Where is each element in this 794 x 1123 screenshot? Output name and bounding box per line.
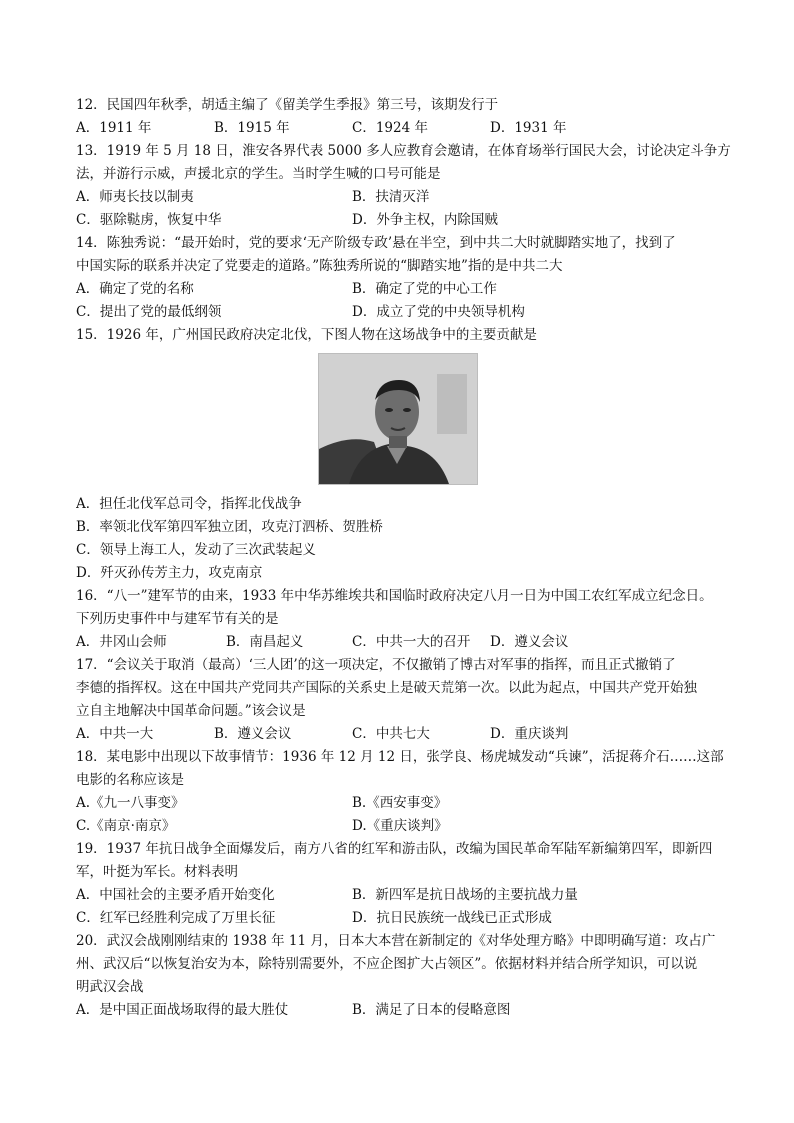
options-row	[76, 186, 736, 209]
question-stem-line: 法，并游行示威，声援北京的学生。当时学生喊的口号可能是	[76, 166, 441, 182]
answer-option: C．中共一大的召开	[352, 634, 471, 650]
options-row	[76, 884, 736, 907]
answer-option: A．中共一大	[76, 726, 154, 742]
question-stem-line: 李德的指挥权。这在中国共产党同共产国际的关系史上是破天荒第一次。以此为起点，中国共产党开始独	[76, 680, 697, 696]
answer-option: C．领导上海工人，发动了三次武装起义	[76, 542, 316, 558]
question-stem-line: 12．民国四年秋季，胡适主编了《留美学生季报》第三号，该期发行于	[76, 97, 499, 113]
answer-option: B．率领北伐军第四军独立团，攻克汀泗桥、贺胜桥	[76, 519, 383, 535]
options-row	[76, 278, 736, 301]
question-14	[76, 232, 736, 324]
question-stem-line: 17．“会议关于取消（最高）‘三人团’的这一项决定，不仅撤销了博古对军事的指挥，而且正式撤销了	[76, 657, 676, 673]
answer-option: D．成立了党的中央领导机构	[352, 304, 525, 320]
options-row	[76, 209, 736, 232]
options-row	[76, 792, 736, 815]
answer-option: C．1924 年	[352, 120, 428, 136]
answer-option: B．遵义会议	[214, 726, 292, 742]
answer-option: B．南昌起义	[226, 634, 304, 650]
options-row	[76, 723, 736, 746]
question-stem-line: 电影的名称应该是	[76, 772, 184, 788]
answer-option: D．歼灭孙传芳主力，攻克南京	[76, 565, 263, 581]
question-stem-line: 15．1926 年，广州国民政府决定北伐，下图人物在这场战争中的主要贡献是	[76, 327, 537, 343]
answer-option: B．扶清灭洋	[352, 189, 430, 205]
question-stem-line: 16．“八一”建军节的由来，1933 年中华苏维埃共和国临时政府决定八月一日为中国工农红军成立纪念日。	[76, 588, 713, 604]
question-stem-line: 19．1937 年抗日战争全面爆发后，南方八省的红军和游击队，改编为国民革命军陆军新编第四军，即新四	[76, 841, 713, 857]
answer-option: A.《九一八事变》	[76, 795, 185, 811]
answer-option: D．外争主权，内除国贼	[352, 212, 498, 228]
question-stem-line: 13．1919 年 5 月 18 日，淮安各界代表 5000 多人应教育会邀请，在体育场举行国民大会，讨论决定斗争方	[76, 143, 731, 159]
answer-option: D．遵义会议	[490, 634, 569, 650]
options-row	[76, 631, 736, 654]
question-16	[76, 585, 736, 654]
answer-option: C.《南京·南京》	[76, 818, 176, 834]
question-stem-line: 下列历史事件中与建军节有关的是	[76, 611, 279, 627]
options-row	[76, 117, 736, 140]
answer-option: B.《西安事变》	[352, 795, 448, 811]
answer-option: A．担任北伐军总司令，指挥北伐战争	[76, 496, 302, 512]
answer-option: A．确定了党的名称	[76, 281, 194, 297]
answer-option: B．确定了党的中心工作	[352, 281, 497, 297]
portrait-photo	[318, 353, 478, 485]
question-stem-line: 军，叶挺为军长。材料表明	[76, 864, 238, 880]
question-stem-line: 18．某电影中出现以下故事情节：1936 年 12 月 12 日，张学良、杨虎城发动“兵谏”，活捉蒋介石……这部	[76, 749, 724, 765]
answer-option: C．红军已经胜利完成了万里长征	[76, 910, 276, 926]
figure-container	[76, 347, 736, 493]
question-13	[76, 140, 736, 232]
question-stem-line: 立自主地解决中国革命问题。”该会议是	[76, 703, 306, 719]
question-19	[76, 838, 736, 930]
question-stem-line: 州、武汉后“以恢复治安为本，除特别需要外，不应企图扩大占领区”。依据材料并结合所学知识，可以说	[76, 956, 698, 972]
answer-option: D.《重庆谈判》	[352, 818, 448, 834]
question-stem-line: 中国实际的联系并决定了党要走的道路。”陈独秀所说的“脚踏实地”指的是中共二大	[76, 258, 563, 274]
answer-option: B．新四军是抗日战场的主要抗战力量	[352, 887, 578, 903]
question-20	[76, 930, 736, 1022]
question-stem-line: 明武汉会战	[76, 979, 144, 995]
question-18	[76, 746, 736, 838]
answer-option: B．1915 年	[214, 120, 290, 136]
answer-option: A．是中国正面战场取得的最大胜仗	[76, 1002, 289, 1018]
options-row	[76, 907, 736, 930]
answer-option: C．中共七大	[352, 726, 430, 742]
answer-option: A．井冈山会师	[76, 634, 167, 650]
question-stem-line: 14．陈独秀说：“最开始时，党的要求‘无产阶级专政’悬在半空，到中共二大时就脚踏实地了，找到了	[76, 235, 676, 251]
answer-option: A．中国社会的主要矛盾开始变化	[76, 887, 275, 903]
answer-option: D．抗日民族统一战线已正式形成	[352, 910, 552, 926]
options-row	[76, 301, 736, 324]
options-row	[76, 999, 736, 1022]
answer-option: A．1911 年	[76, 120, 152, 136]
question-12	[76, 94, 736, 140]
answer-option: A．师夷长技以制夷	[76, 189, 194, 205]
answer-option: C．提出了党的最低纲领	[76, 304, 222, 320]
answer-option: C．驱除鞑虏，恢复中华	[76, 212, 222, 228]
answer-option: D．1931 年	[490, 120, 567, 136]
options-row	[76, 815, 736, 838]
answer-option: D．重庆谈判	[490, 726, 569, 742]
question-stem-line: 20．武汉会战刚刚结束的 1938 年 11 月，日本大本营在新制定的《对华处理方略》中即明确写道：攻占广	[76, 933, 716, 949]
question-17	[76, 654, 736, 746]
question-15	[76, 324, 736, 585]
exam-page	[76, 94, 736, 1022]
answer-option: B．满足了日本的侵略意图	[352, 1002, 511, 1018]
